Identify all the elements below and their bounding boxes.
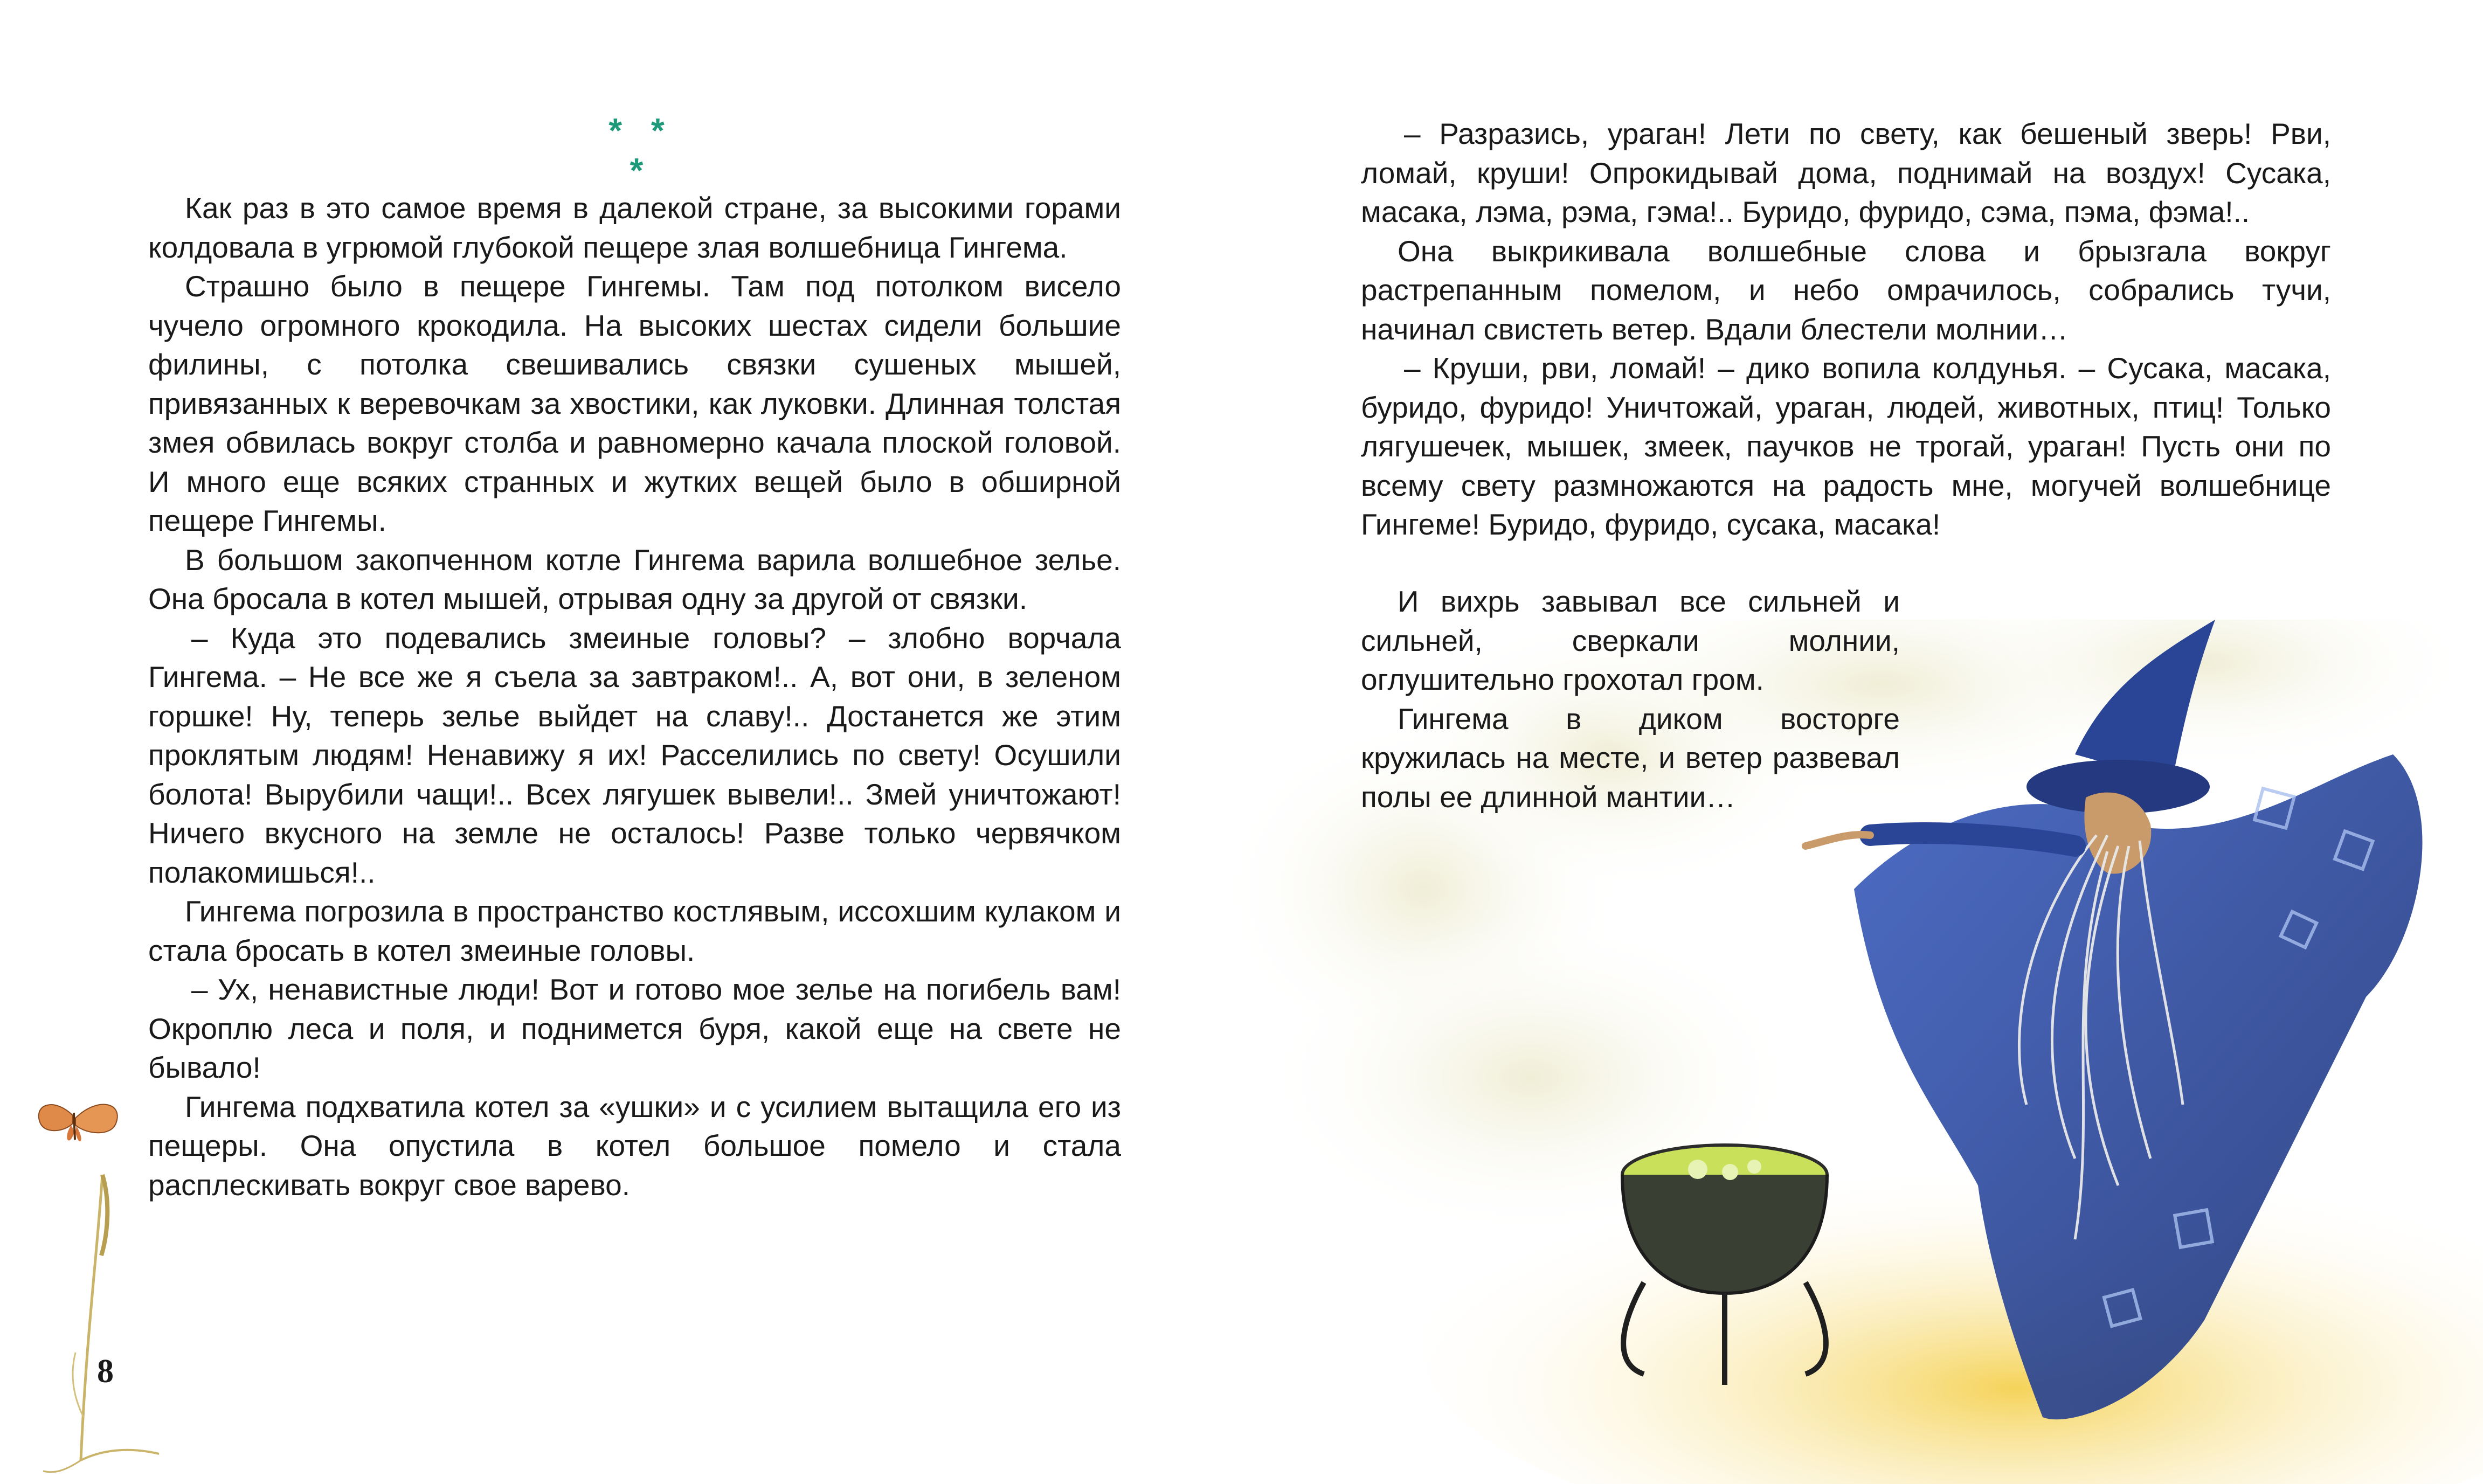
grass-stalk-icon — [43, 1175, 159, 1472]
left-page-text — [148, 189, 1121, 1204]
right-page-narrow-text — [1361, 582, 1900, 816]
paragraph: – Куда это подевались змеиные головы? – злобно ворчала Гингема. – Не все же я съела за завтраком!.. А, вот они, в зеленом горшке! Ну, теперь зелье выйдет на славу!.. Достанется же этим проклятым людям! Ненавижу я их! Расселились по свету! Осушили болота! Вырубили чащи!.. Всех лягушек вывели!.. Змей уничтожают! Ничего вкусного на земле не осталось! Разве только червячком полакомишься!.. — [148, 621, 1121, 889]
paragraph: Гингема в диком восторге кружилась на месте, и ветер развевал полы ее длинной мантии… — [1361, 702, 1900, 814]
paragraph: И вихрь завывал все сильней и сильней, сверкали молнии, оглушительно грохотал гром. — [1361, 585, 1900, 696]
section-separator: * * * — [608, 111, 674, 190]
paragraph: Гингема подхватила котел за «ушки» и с усилием вытащила его из пещеры. Она опустила в котел большое помело и стала расплескивать вокруг свое варево. — [148, 1090, 1121, 1202]
paragraph: Она выкрикивала волшебные слова и брызгала вокруг растрепанным помелом, и небо омрачилось, собрались тучи, начинал свистеть ветер. Вдали блестели молнии… — [1361, 234, 2331, 346]
paragraph: Гингема погрозила в пространство костлявым, иссохшим кулаком и стала бросать в котел змеиные головы. — [148, 894, 1121, 967]
right-page-text — [1361, 114, 2331, 544]
butterfly-grass-decoration — [22, 1094, 162, 1482]
paragraph: Как раз в это самое время в далекой стране, за высокими горами колдовала в угрюмой глубокой пещере злая волшебница Гингема. — [148, 191, 1121, 264]
paragraph: В большом закопченном котле Гингема варила волшебное зелье. Она бросала в котел мышей, отрывая одну за другой от связки. — [148, 543, 1121, 615]
butterfly-icon — [39, 1105, 117, 1142]
page-number: 8 — [97, 1353, 114, 1390]
paragraph: – Круши, рви, ломай! – дико вопила колдунья. – Сусака, масака, буридо, фуридо! Уничтожай, ураган, людей, животных, птиц! Только лягушечек, мышек, змеек, паучков не трогай, ураган! Пусть они по всему свету размножаются на радость мне, могучей волшебнице Гингеме! Буридо, фуридо, сусака, масака! — [1361, 351, 2331, 541]
paragraph: – Разразись, ураган! Лети по свету, как бешеный зверь! Рви, ломай, круши! Опрокидывай дома, поднимай на воздух! Сусака, масака, лэма, рэма, гэма!.. Буридо, фуридо, сэма, пэма, фэма!.. — [1361, 117, 2331, 228]
paragraph: – Ух, ненавистные люди! Вот и готово мое зелье на погибель вам! Окроплю леса и поля, и поднимется буря, какой еще на свете не бывало! — [148, 973, 1121, 1084]
paragraph: Страшно было в пещере Гингемы. Там под потолком висело чучело огромного крокодила. На высоких шестах сидели большие филины, с потолка свешивались связки сушеных мышей, привязанных к веревочкам за хвостики, как луковки. Длинная толстая змея обвилась вокруг столба и равномерно качала плоской головой. И много еще всяких странных и жутких вещей было в обширной пещере Гингемы. — [148, 269, 1121, 537]
left-page — [0, 0, 1240, 1484]
